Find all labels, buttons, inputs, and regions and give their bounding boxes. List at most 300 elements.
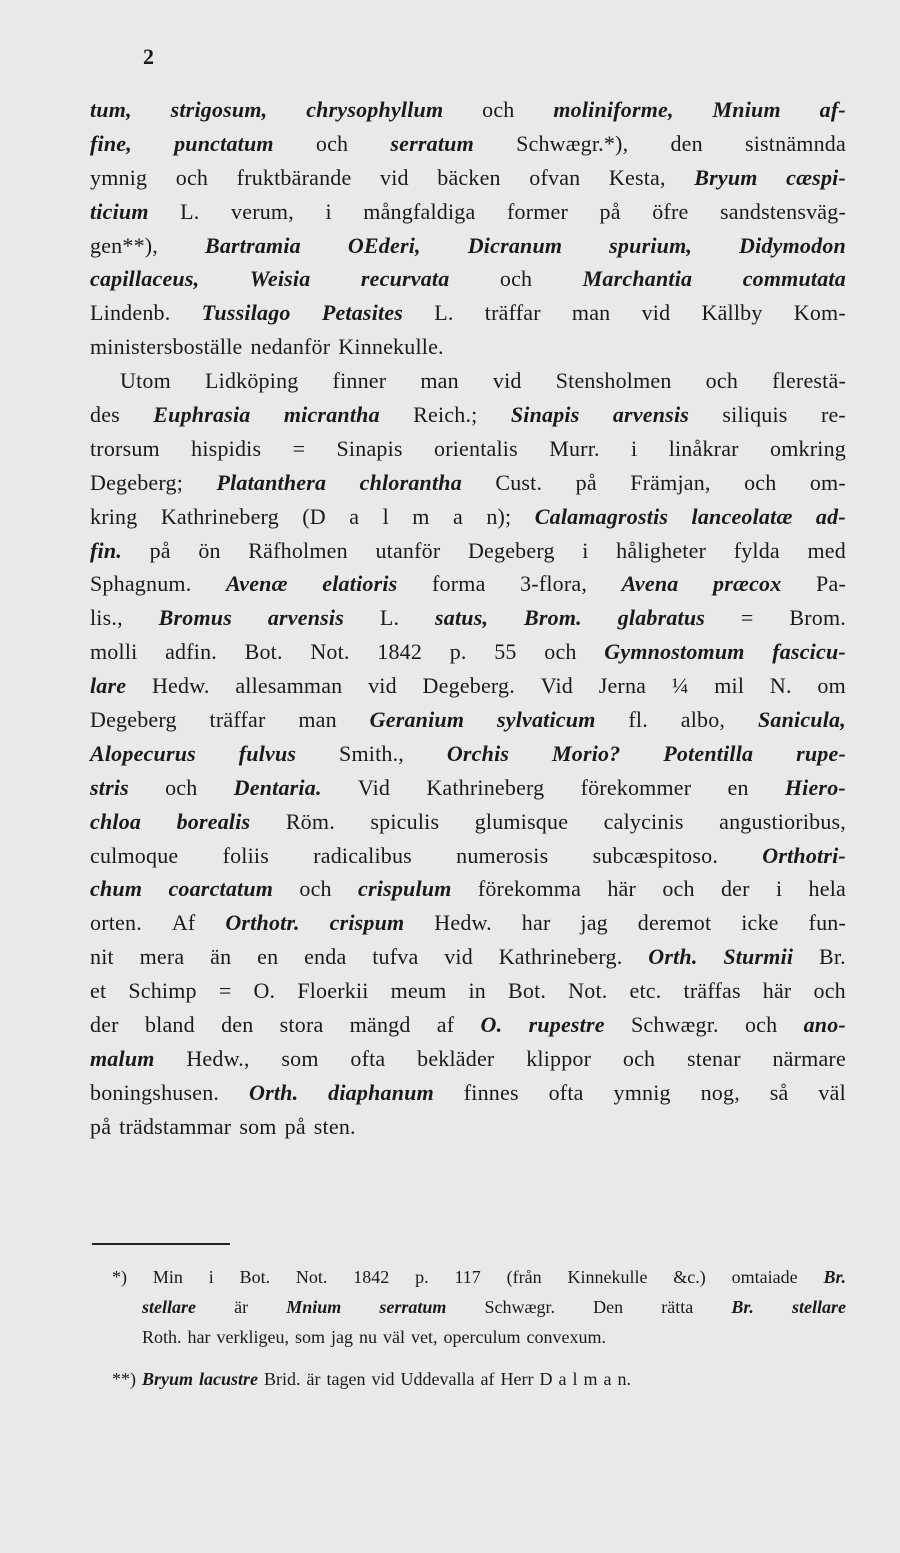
text-word: om	[817, 673, 846, 699]
text-word: Kathrineberg	[160, 503, 279, 529]
italic-term: af-	[819, 97, 846, 122]
italic-term: Geranium	[369, 707, 465, 733]
italic-term: punctatum	[174, 130, 274, 156]
italic-term: Br.	[731, 1297, 754, 1317]
text-word: bland	[144, 1012, 195, 1038]
italic-term: chum	[90, 876, 143, 902]
footnote-line	[112, 1262, 846, 1292]
text-word: ofvan	[529, 164, 581, 190]
text-word: Af	[171, 910, 196, 936]
text-word: Hedw.,	[186, 1045, 250, 1071]
text-word: ofta	[350, 1045, 386, 1071]
text-word: af	[480, 1369, 495, 1389]
text-word: n);	[486, 503, 512, 529]
text-word: vid	[371, 1369, 395, 1389]
text-word: som	[294, 1327, 325, 1347]
text-word: Räfholmen	[248, 537, 348, 563]
text-word: p.	[415, 1267, 429, 1287]
text-word: mängd	[349, 1012, 411, 1038]
italic-term: micrantha	[283, 402, 380, 428]
text-word: trädstammar	[119, 1113, 232, 1139]
text-word: =	[292, 435, 306, 461]
italic-term: Calamagrostis	[534, 503, 669, 529]
text-word: på	[575, 469, 597, 495]
text-word: Bot.	[508, 978, 547, 1004]
text-word: foliis	[222, 842, 269, 868]
text-word: deremot	[637, 910, 712, 936]
text-word: ofta	[548, 1079, 584, 1105]
text-word: har	[521, 910, 551, 936]
text-word: re-	[820, 402, 846, 428]
text-word: fruktbärande	[236, 164, 352, 190]
text-word: tufva	[372, 944, 419, 970]
text-word: ,	[482, 605, 489, 631]
italic-term: lacustre	[199, 1369, 259, 1389]
text-word: Stensholmen	[555, 368, 672, 394]
text-word: man	[420, 368, 459, 394]
text-word: (från	[506, 1267, 542, 1287]
text-word: molli	[90, 639, 138, 665]
text-word: fun-	[808, 910, 846, 936]
text-word: Schwægr.*),	[516, 130, 629, 156]
italic-term: satus,	[434, 605, 489, 631]
body-line	[90, 1042, 846, 1076]
text-word: a	[558, 1369, 567, 1389]
text-word: 3-flora,	[520, 571, 588, 597]
italic-term: Gymnostomum	[604, 639, 745, 665]
italic-term: arvensis	[612, 402, 690, 428]
text-word: utanför	[375, 537, 441, 563]
italic-term: coarctatum	[168, 876, 274, 902]
text-word: ymnig	[613, 1079, 671, 1105]
body-line	[90, 974, 846, 1008]
text-word: träffar	[484, 300, 541, 326]
text-word: rätta	[661, 1297, 694, 1317]
italic-term: Mnium	[712, 97, 781, 122]
text-word: Min	[152, 1267, 183, 1287]
text-word: och	[544, 639, 577, 665]
body-line	[90, 330, 846, 364]
text-word: verkligeu,	[216, 1327, 289, 1347]
italic-term: chlorantha	[359, 469, 462, 495]
italic-term: Avenæ	[226, 571, 288, 597]
text-word: *)	[112, 1267, 127, 1287]
italic-term: OEderi,	[347, 232, 421, 258]
body-line	[90, 398, 846, 432]
body-line	[90, 805, 846, 839]
text-word: meum	[390, 978, 447, 1004]
italic-term: lare	[90, 673, 127, 699]
text-word: så	[769, 1079, 789, 1105]
italic-term: elatioris	[322, 571, 398, 597]
italic-term: stellare	[142, 1297, 196, 1317]
text-word: =	[218, 978, 232, 1004]
text-word: finner	[332, 368, 387, 394]
italic-term: fulvus	[238, 740, 297, 766]
body-line	[90, 635, 846, 669]
text-word: gen**),	[90, 232, 158, 258]
text-word: håligheter	[616, 537, 707, 563]
text-word: orten.	[90, 910, 142, 936]
italic-term: Orthotri-	[762, 842, 846, 868]
footnote-gap	[112, 1352, 846, 1364]
body-line	[90, 127, 846, 161]
text-word: Pa-	[816, 571, 846, 597]
text-word: 117	[454, 1267, 481, 1287]
text-word: stora	[279, 1012, 324, 1038]
italic-term: fascicu-	[772, 639, 846, 665]
text-word: linåkrar	[668, 435, 739, 461]
text-word: Not.	[295, 1267, 328, 1287]
text-word: etc.	[629, 978, 662, 1004]
text-word: här	[762, 978, 792, 1004]
text-word: fylda	[733, 537, 780, 563]
text-word: Kathrineberg	[426, 774, 545, 800]
text-word: der	[720, 876, 750, 902]
body-line	[90, 262, 846, 296]
text-word: vid	[368, 673, 397, 699]
italic-term: Sanicula,	[757, 707, 846, 733]
text-word: fl.	[628, 707, 648, 733]
text-word: och	[662, 876, 695, 902]
text-word: Den	[593, 1297, 624, 1317]
text-word: ,	[126, 97, 132, 122]
italic-term: Orth.	[648, 944, 698, 970]
text-word: är	[234, 1297, 249, 1317]
italic-term: rupe-	[796, 740, 846, 766]
italic-term: Sinapis	[510, 402, 580, 428]
text-word: Smith.,	[339, 740, 404, 766]
text-word: calycinis	[603, 808, 684, 834]
text-word: och	[813, 978, 846, 1004]
italic-term: Orchis	[446, 740, 510, 766]
italic-term: Sturmii	[723, 944, 794, 970]
text-word: på	[599, 198, 621, 224]
text-word: och	[315, 130, 349, 156]
italic-term: Morio?	[551, 740, 621, 766]
text-word: former	[506, 198, 569, 224]
text-word: Br.	[818, 944, 846, 970]
text-word: et	[90, 978, 107, 1004]
text-word: Jerna	[598, 673, 647, 699]
text-word: nedanför	[250, 334, 331, 360]
text-word: nit	[90, 944, 114, 970]
text-word: hela	[808, 876, 846, 902]
text-word: Främjan,	[630, 469, 711, 495]
italic-term: recurvata	[360, 266, 450, 292]
text-word: Utom	[120, 368, 171, 394]
italic-term: malum	[90, 1045, 155, 1071]
body-text	[90, 93, 846, 1144]
text-word: ,	[840, 707, 846, 733]
text-word: i	[208, 1267, 214, 1287]
text-word: sistnämnda	[744, 130, 846, 156]
italic-term: Marchantia	[582, 266, 693, 292]
text-word: tagen	[326, 1369, 366, 1389]
text-word: L.	[379, 605, 400, 631]
text-word: Floerkii	[297, 978, 369, 1004]
text-word: ,	[261, 97, 268, 122]
text-word: väl	[383, 1327, 405, 1347]
body-line	[90, 1008, 846, 1042]
text-word: spiculis	[370, 808, 440, 834]
text-word: forma	[432, 571, 486, 597]
text-word: Roth.	[142, 1327, 182, 1347]
text-word: n.	[617, 1369, 631, 1389]
text-word: den	[221, 1012, 254, 1038]
text-word: Schwægr.	[630, 1012, 719, 1038]
text-word: verum,	[231, 198, 294, 224]
text-word: ,	[415, 232, 421, 258]
text-word: der	[90, 1012, 119, 1038]
text-word: Bot.	[244, 639, 283, 665]
text-word: convexum.	[526, 1327, 606, 1347]
text-word: operculum	[443, 1327, 521, 1347]
text-word: i	[325, 198, 332, 224]
text-word: angustioribus,	[719, 808, 846, 834]
text-word: på	[90, 1113, 112, 1139]
body-line	[90, 93, 846, 127]
text-word: förekommer	[580, 774, 692, 800]
text-word: trorsum	[90, 435, 160, 461]
text-word: ,	[126, 130, 132, 156]
text-word: Kathrineberg.	[498, 944, 623, 970]
body-line	[90, 737, 846, 771]
italic-term: Dicranum	[467, 232, 563, 258]
text-word: Lindenb.	[90, 300, 171, 326]
italic-term: borealis	[176, 808, 251, 834]
text-word: Kesta,	[608, 164, 666, 190]
italic-term: sylvaticum	[496, 707, 596, 733]
text-word: L.	[434, 300, 454, 326]
body-line	[90, 195, 846, 229]
text-word: som	[281, 1045, 319, 1071]
body-line	[90, 839, 846, 873]
italic-term: Bryum	[142, 1369, 194, 1389]
text-word: Murr.	[549, 435, 600, 461]
italic-term: glabratus	[617, 605, 706, 631]
text-word: allesamman	[235, 673, 343, 699]
italic-term: Mnium	[286, 1297, 342, 1317]
text-word: siliquis	[722, 402, 788, 428]
italic-term: tum,	[90, 97, 132, 122]
text-word: man	[298, 707, 337, 733]
text-word: omkring	[770, 435, 846, 461]
italic-term: serratum	[390, 130, 474, 156]
text-word: a	[452, 503, 463, 529]
text-word: vid	[444, 944, 473, 970]
body-line	[90, 296, 846, 330]
body-line	[90, 534, 846, 568]
text-word: Herr	[500, 1369, 534, 1389]
italic-term: ano-	[803, 1012, 846, 1038]
italic-term: cæspi-	[786, 164, 846, 190]
body-line	[90, 669, 846, 703]
body-line	[90, 1076, 846, 1110]
text-word: in	[468, 978, 486, 1004]
body-line	[90, 432, 846, 466]
italic-term: spurium,	[609, 232, 693, 258]
footnote-line	[112, 1364, 846, 1394]
text-word: flerestä-	[772, 368, 846, 394]
text-word: sten.	[313, 1113, 356, 1139]
body-line	[90, 1110, 846, 1144]
text-word: l	[572, 1369, 578, 1389]
text-word: Not.	[310, 639, 350, 665]
text-word: jag	[580, 910, 608, 936]
body-line	[90, 703, 846, 737]
text-word: här	[607, 876, 637, 902]
text-word: mera	[139, 944, 185, 970]
text-word: förekomma	[477, 876, 582, 902]
text-word: 1842	[377, 639, 423, 665]
text-word: O.	[253, 978, 276, 1004]
text-word: m	[583, 1369, 598, 1389]
body-line	[90, 906, 846, 940]
italic-term: Euphrasia	[153, 402, 251, 428]
text-word: och	[705, 368, 739, 394]
italic-term: chloa	[90, 808, 142, 834]
footnotes	[112, 1262, 846, 1394]
text-word: och	[499, 266, 533, 292]
text-word: Uddevalla	[400, 1369, 475, 1389]
text-word: vid	[641, 300, 671, 326]
text-word: Brid.	[264, 1369, 301, 1389]
text-word: och	[622, 1045, 656, 1071]
italic-term: Tussilago	[201, 300, 291, 326]
text-word: på	[284, 1113, 306, 1139]
text-word: träffas	[683, 978, 741, 1004]
text-word: en	[257, 944, 279, 970]
italic-term: chrysophyllum	[306, 97, 444, 122]
text-word: om-	[809, 469, 846, 495]
italic-term: Petasites	[321, 300, 404, 326]
italic-term: ad-	[815, 503, 846, 529]
text-word: Degeberg	[90, 707, 177, 733]
text-word: och	[299, 876, 332, 902]
text-word: Hedw.	[434, 910, 492, 936]
text-word: af	[436, 1012, 455, 1038]
text-word: Vid	[357, 774, 391, 800]
text-word: Cust.	[495, 469, 543, 495]
text-word: a	[603, 1369, 612, 1389]
text-word: culmoque	[90, 842, 179, 868]
italic-term: Bromus	[158, 605, 232, 631]
text-word: Not.	[568, 978, 608, 1004]
footnote-line	[112, 1292, 846, 1322]
text-word: enda	[304, 944, 347, 970]
text-word: omtaiade	[731, 1267, 798, 1287]
text-word: i	[631, 435, 638, 461]
text-word: subcæspitoso.	[592, 842, 719, 868]
text-word: öfre	[652, 198, 689, 224]
text-word: jag	[331, 1327, 353, 1347]
text-word: Degeberg;	[90, 469, 184, 495]
text-word: des	[90, 402, 120, 428]
text-word: Brom.	[789, 605, 846, 631]
italic-term: arvensis	[267, 605, 344, 631]
italic-term: fine,	[90, 130, 132, 156]
text-word: bekläder	[417, 1045, 495, 1071]
text-word: boningshusen.	[90, 1079, 220, 1105]
text-word: närmare	[772, 1045, 846, 1071]
text-word: a	[349, 503, 360, 529]
text-word: D	[539, 1369, 553, 1389]
text-word: finnes	[463, 1079, 519, 1105]
text-word: ¼	[671, 673, 689, 699]
italic-term: Avena	[621, 571, 679, 597]
text-word: Sinapis	[336, 435, 403, 461]
body-line	[90, 500, 846, 534]
italic-term: Hiero-	[784, 774, 846, 800]
text-word: mil	[714, 673, 745, 699]
italic-term: crispulum	[358, 876, 452, 902]
italic-term: Platanthera	[216, 469, 327, 495]
italic-term: stellare	[791, 1297, 846, 1317]
text-word: vid	[380, 164, 409, 190]
text-word: och	[744, 469, 777, 495]
italic-term: serratum	[379, 1297, 447, 1317]
text-word: man	[571, 300, 611, 326]
text-word: träffar	[209, 707, 266, 733]
text-word: Schwægr.	[484, 1297, 555, 1317]
text-word: ön	[198, 537, 221, 563]
body-line	[90, 601, 846, 635]
text-word: sandstensväg-	[719, 198, 846, 224]
text-word: mångfaldiga	[363, 198, 476, 224]
text-word: Degeberg	[467, 537, 555, 563]
text-word: än	[210, 944, 232, 970]
italic-term: Orth.	[248, 1079, 299, 1105]
text-word: Schimp	[128, 978, 197, 1004]
text-word: är	[306, 1369, 321, 1389]
text-word: adfin.	[165, 639, 217, 665]
text-word: Bot.	[239, 1267, 271, 1287]
text-word: (D	[302, 503, 326, 529]
italic-term: ticium	[90, 198, 149, 224]
text-word: på	[149, 537, 171, 563]
body-line	[90, 771, 846, 805]
text-word: 55	[494, 639, 517, 665]
italic-term: Weisia	[249, 266, 311, 292]
italic-term: Didymodon	[739, 232, 846, 258]
text-word: L.	[180, 198, 200, 224]
italic-term: fin.	[90, 537, 122, 563]
text-word: väl	[818, 1079, 846, 1105]
page-number: 2	[143, 44, 154, 69]
italic-term: lanceolatæ	[691, 503, 793, 529]
italic-term: commutata	[742, 266, 846, 292]
text-word: vid	[492, 368, 522, 394]
text-word: 1842	[353, 1267, 390, 1287]
text-word: Röm.	[285, 808, 335, 834]
italic-term: Potentilla	[663, 740, 754, 766]
italic-term: crispum	[329, 910, 405, 936]
italic-term: Alopecurus	[90, 740, 196, 766]
text-word: nog,	[700, 1079, 740, 1105]
text-word: Reich.;	[413, 402, 478, 428]
text-word: Kom-	[793, 300, 846, 326]
text-word: orientalis	[434, 435, 518, 461]
italic-term: Bryum	[694, 164, 758, 190]
text-word: **)	[112, 1369, 136, 1389]
text-word: glumisque	[474, 808, 569, 834]
text-word: den	[670, 130, 703, 156]
footnote-line	[112, 1322, 846, 1352]
italic-term: rupestre	[528, 1012, 605, 1038]
italic-term: præcox	[713, 571, 782, 597]
text-word: med	[807, 537, 846, 563]
